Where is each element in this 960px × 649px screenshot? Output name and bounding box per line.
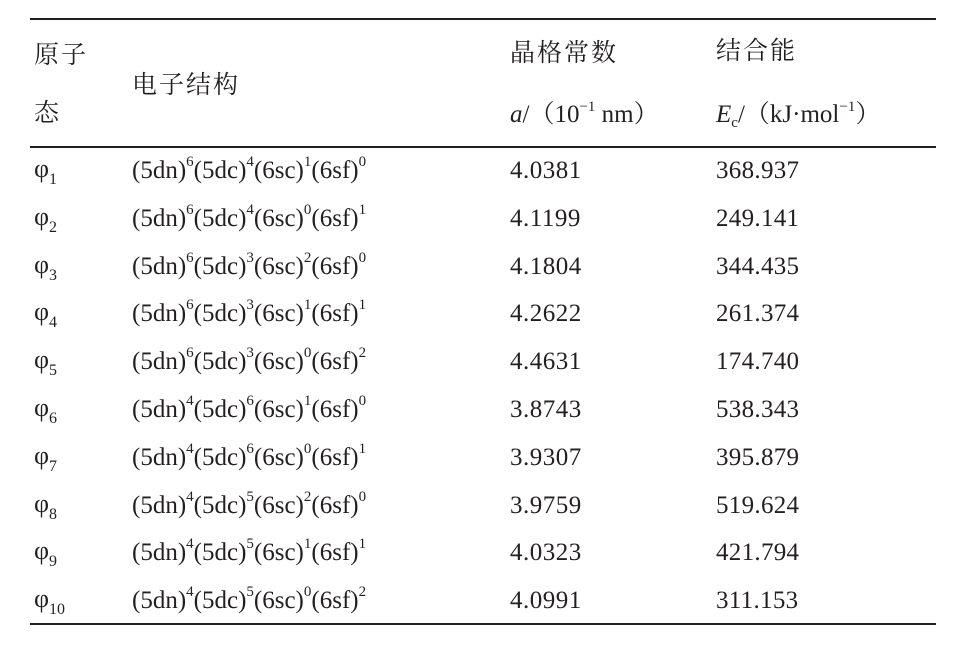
state-index: 4 xyxy=(49,314,58,331)
occ-6sc: 0 xyxy=(303,345,312,361)
occ-5dc: 4 xyxy=(246,154,254,170)
state-cell xyxy=(34,250,58,284)
occ-6sf: 1 xyxy=(358,441,367,457)
occ-5dc: 4 xyxy=(246,202,254,218)
occ-5dc: 5 xyxy=(246,584,254,600)
state-cell xyxy=(34,297,58,331)
occ-6sf: 0 xyxy=(358,489,367,505)
energy-cell: 395.879 xyxy=(716,444,800,471)
lattice-unit-exp: −1 xyxy=(579,99,596,115)
occ-5dn: 4 xyxy=(186,393,194,409)
energy-cell: 368.937 xyxy=(716,157,800,184)
lattice-cell: 4.1199 xyxy=(510,205,581,232)
state-symbol: φ xyxy=(34,154,50,183)
config-cell: $(5dn)^6(5dc)^4(6sc)^0(6sf)^1$ xyxy=(132,202,367,232)
state-cell xyxy=(34,584,66,618)
occ-5dn: 4 xyxy=(186,489,194,505)
state-index: 8 xyxy=(49,506,58,523)
header-lattice-unit xyxy=(510,99,659,128)
state-symbol: φ xyxy=(34,202,50,231)
occ-5dc: 6 xyxy=(246,393,254,409)
state-symbol: φ xyxy=(34,393,50,422)
occ-6sf: 0 xyxy=(358,393,367,409)
energy-unit-exp: −1 xyxy=(839,99,856,115)
occ-6sc: 1 xyxy=(303,154,312,170)
top-rule xyxy=(30,18,936,20)
state-cell xyxy=(34,441,58,475)
state-cell xyxy=(34,393,58,427)
occ-6sf: 1 xyxy=(358,297,367,313)
config-cell: $(5dn)^4(5dc)^5(6sc)^1(6sf)^1$ xyxy=(132,536,367,566)
header-state-line2: 态 xyxy=(34,98,62,127)
state-cell xyxy=(34,202,58,236)
state-symbol: φ xyxy=(34,345,50,374)
lattice-unit-close: nm） xyxy=(595,101,659,128)
energy-cell: 249.141 xyxy=(716,205,800,232)
occ-5dn: 4 xyxy=(186,584,194,600)
lattice-cell: 4.0991 xyxy=(510,587,582,614)
occ-5dc: 3 xyxy=(246,345,254,361)
energy-cell: 174.740 xyxy=(716,348,800,375)
energy-cell: 538.343 xyxy=(716,396,800,423)
occ-6sf: 1 xyxy=(358,202,367,218)
occ-5dn: 6 xyxy=(186,297,194,313)
occ-6sc: 2 xyxy=(303,489,312,505)
header-energy-unit xyxy=(716,99,881,131)
config-cell: $(5dn)^4(5dc)^5(6sc)^0(6sf)^2$ xyxy=(132,584,367,614)
lattice-cell: 3.8743 xyxy=(510,396,582,423)
state-index: 6 xyxy=(49,410,58,427)
state-cell xyxy=(34,154,58,188)
occ-5dc: 5 xyxy=(246,536,254,552)
header-rule xyxy=(30,146,936,148)
energy-cell: 261.374 xyxy=(716,300,800,327)
header-state-line1: 原子 xyxy=(34,40,89,69)
state-symbol: φ xyxy=(34,297,50,326)
energy-unit-open: /（kJ·mol xyxy=(737,101,840,128)
state-symbol: φ xyxy=(34,441,50,470)
config-cell: $(5dn)^4(5dc)^6(6sc)^0(6sf)^1$ xyxy=(132,441,367,471)
occ-6sf: 2 xyxy=(358,345,367,361)
energy-sub: c xyxy=(731,115,738,131)
config-cell: $(5dn)^6(5dc)^4(6sc)^1(6sf)^0$ xyxy=(132,154,367,184)
occ-6sf: 0 xyxy=(358,250,367,266)
energy-unit-close: ） xyxy=(855,101,881,128)
occ-5dn: 4 xyxy=(186,441,194,457)
occ-5dn: 6 xyxy=(186,250,194,266)
occ-6sf: 2 xyxy=(358,584,367,600)
config-cell: $(5dn)^4(5dc)^6(6sc)^1(6sf)^0$ xyxy=(132,393,367,423)
lattice-cell: 4.2622 xyxy=(510,300,582,327)
occ-6sc: 1 xyxy=(303,393,312,409)
state-cell xyxy=(34,345,58,379)
energy-cell: 421.794 xyxy=(716,539,800,566)
config-cell: $(5dn)^6(5dc)^3(6sc)^0(6sf)^2$ xyxy=(132,345,367,375)
state-symbol: φ xyxy=(34,536,50,565)
state-cell xyxy=(34,536,58,570)
lattice-cell: 4.0381 xyxy=(510,157,582,184)
lattice-cell: 4.1804 xyxy=(510,253,582,280)
header-config: 电子结构 xyxy=(132,70,241,99)
occ-5dn: 6 xyxy=(186,345,194,361)
occ-6sc: 0 xyxy=(303,584,312,600)
state-index: 2 xyxy=(49,219,58,236)
header-lattice-title: 晶格常数 xyxy=(510,38,619,67)
occ-5dc: 5 xyxy=(246,489,254,505)
lattice-symbol: a xyxy=(510,101,523,128)
lattice-cell: 4.4631 xyxy=(510,348,582,375)
occ-6sc: 0 xyxy=(303,441,312,457)
state-index: 9 xyxy=(49,553,58,570)
occ-5dn: 6 xyxy=(186,202,194,218)
config-cell: $(5dn)^6(5dc)^3(6sc)^1(6sf)^1$ xyxy=(132,297,367,327)
lattice-unit-open: /（10 xyxy=(522,101,580,128)
occ-5dn: 4 xyxy=(186,536,194,552)
state-index: 10 xyxy=(49,601,66,618)
state-symbol: φ xyxy=(34,250,50,279)
occ-5dc: 3 xyxy=(246,250,254,266)
occ-6sc: 2 xyxy=(303,250,312,266)
occ-5dc: 6 xyxy=(246,441,254,457)
lattice-cell: 4.0323 xyxy=(510,539,582,566)
occ-6sc: 0 xyxy=(303,202,312,218)
occ-6sf: 1 xyxy=(358,536,367,552)
state-cell xyxy=(34,489,58,523)
lattice-cell: 3.9759 xyxy=(510,492,582,519)
energy-cell: 344.435 xyxy=(716,253,800,280)
occ-6sc: 1 xyxy=(303,536,312,552)
energy-cell: 311.153 xyxy=(716,587,799,614)
state-symbol: φ xyxy=(34,584,50,613)
occ-5dn: 6 xyxy=(186,154,194,170)
header-energy-title: 结合能 xyxy=(716,36,798,65)
state-index: 5 xyxy=(49,362,58,379)
occ-5dc: 3 xyxy=(246,297,254,313)
occ-6sf: 0 xyxy=(358,154,367,170)
occ-6sc: 1 xyxy=(303,297,312,313)
state-index: 7 xyxy=(49,458,58,475)
config-cell: $(5dn)^6(5dc)^3(6sc)^2(6sf)^0$ xyxy=(132,250,367,280)
config-cell: $(5dn)^4(5dc)^5(6sc)^2(6sf)^0$ xyxy=(132,489,367,519)
state-symbol: φ xyxy=(34,489,50,518)
state-index: 1 xyxy=(49,171,58,188)
bottom-rule xyxy=(30,623,936,625)
lattice-cell: 3.9307 xyxy=(510,444,582,471)
energy-cell: 519.624 xyxy=(716,492,800,519)
energy-symbol: E xyxy=(716,101,732,128)
state-index: 3 xyxy=(49,267,58,284)
